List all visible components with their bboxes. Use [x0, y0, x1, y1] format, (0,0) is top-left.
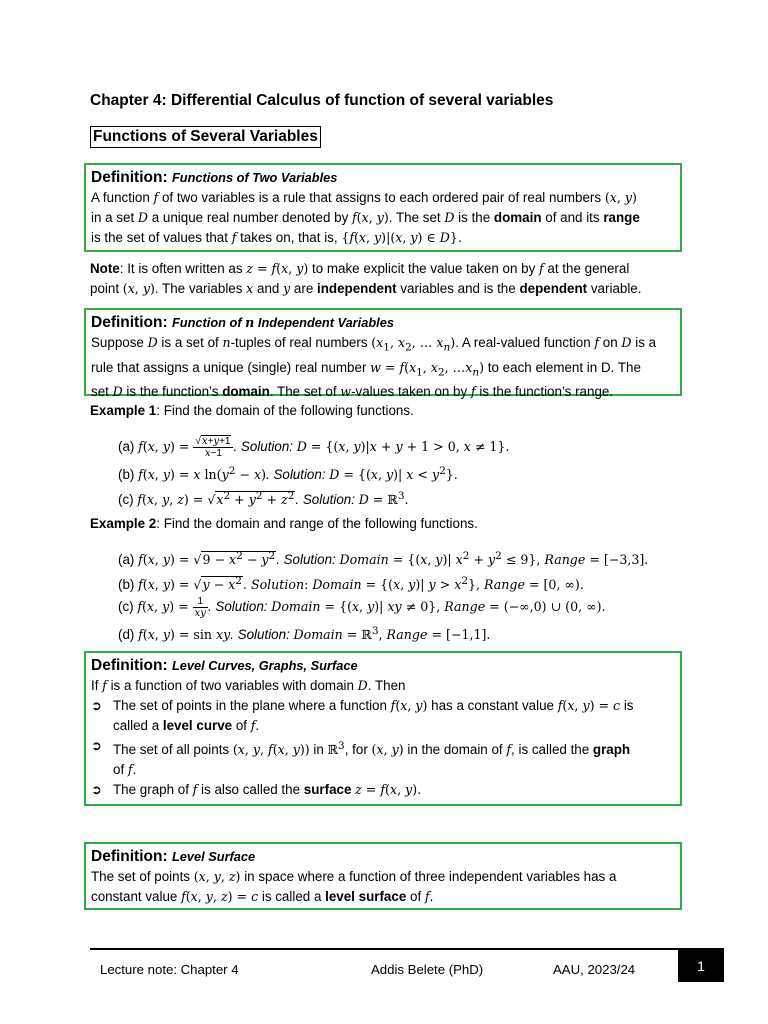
bullet-level-curve: ➲ The set of points in the plane where a function f(x, y) has a constant value f(x, y) = c is called a level curve of f.: [91, 698, 634, 733]
example-2-item-c: (c) f(x, y) = $\frac{1}{xy}$ . Solution: Domain = {(x, y)| xy ≠ 0}, Range = (−∞,0) ∪ (0, ∞).: [118, 596, 606, 619]
bullet-surface: ➲ The graph of f is also called the surface z = f(x, y).: [91, 780, 675, 800]
arrow-bullet-icon: ➲: [91, 698, 102, 713]
arrow-bullet-icon: ➲: [91, 782, 102, 798]
chapter-title: Chapter 4: Differential Calculus of function of several variables: [90, 92, 554, 109]
definition-heading: Definition: Functions of Two Variables: [91, 169, 338, 186]
page-number: 1: [678, 950, 724, 982]
bullet-graph: ➲ The set of all points (x, y, f(x, y)) in ℝ$^3$, for (x, y) in the domain of f, is called the graph of f.: [91, 738, 631, 778]
definition-text: The set of points (x, y, z) in space where a function of three independent variables has a constant value f(x, y, z) = c is called a level surface of f.: [91, 869, 617, 904]
example-1-item-a: (a) f(x, y) = $\frac{√x+y+1}{x-1}$ . Solution: D = {(x, y)|x + y + 1 > 0, x ≠ 1}.: [118, 436, 510, 459]
definition-box-n-variables: [84, 308, 682, 400]
note-paragraph: Note: It is often written as z = f(x, y) to make explicit the value taken on by f at the general point (x, y). The variables x and y are independent variables and is the dependent variable.: [90, 261, 642, 296]
example-2-item-a: (a) f(x, $y) = √9 - x^2 - y^2$. Solution: Domain = {(x, y)| $x^2 + y^2 \le 9$}, Range = [−3,3].: [118, 550, 649, 568]
definition-heading: Definition: Function of n Independent Variables: [91, 314, 394, 331]
footer-institution: AAU, 2023/24: [553, 962, 636, 977]
example-1-heading: Example 1: Find the domain of the following functions.: [90, 403, 414, 418]
footer-divider: [90, 948, 724, 950]
definition-heading: Definition: Level Surface: [91, 848, 256, 865]
definition-text: A function f of two variables is a rule that assigns to each ordered pair of real numbers (x, y) in a set D a unique real number denoted by f(x, y). The set D is the domain of and its range is the set of values that f takes on, that is, {f(x, y)|(x, y) ∈ D}.: [91, 190, 640, 245]
definition-heading: Definition: Level Curves, Graphs, Surface: [91, 657, 358, 674]
definition-box-level-curves: [84, 651, 682, 806]
definition-intro: If f is a function of two variables with domain D. Then: [91, 678, 406, 693]
example-2-heading: Example 2: Find the domain and range of the following functions.: [90, 516, 478, 531]
definition-text: Suppose D is a set of n-tuples of real numbers ($x_1$, $x_2$, … $x_n$). A real-valued function f on D is a rule that assigns a unique (single) real number $w = f(x_1$, $x_2$, $\dots x_n$) to each element in D. The set D is the function’s domain. The set of w-values taken on by f is the function’s range.: [91, 335, 657, 400]
example-2-item-d: (d) f(x, y) = sin xy. Solution: Domain = ℝ$^3$, Range = [−1,1].: [118, 625, 491, 643]
definition-box-level-surface: [84, 842, 682, 910]
section-title: Functions of Several Variables: [90, 126, 321, 148]
arrow-bullet-icon: ➲: [91, 738, 102, 753]
definition-box-two-variables: [84, 163, 682, 252]
footer-author: Addis Belete (PhD): [371, 962, 484, 977]
example-1-item-c: (c) f(x, y, $z) = √x^2 + y^2 + z^2$. Solution: D = ℝ$^3$.: [118, 490, 409, 508]
footer-left: Lecture note: Chapter 4: [100, 962, 239, 977]
example-1-item-b: (b) f(x, y) = x $\ln(y^2 - x)$. Solution: D = {(x, y)| $x < y^2$}.: [118, 465, 458, 483]
example-2-item-b: (b) f(x, $y) = √y - x^2$. Solution: Domain = {(x, y)| $y > x^2$}, Range = [0, ∞).: [118, 575, 584, 593]
